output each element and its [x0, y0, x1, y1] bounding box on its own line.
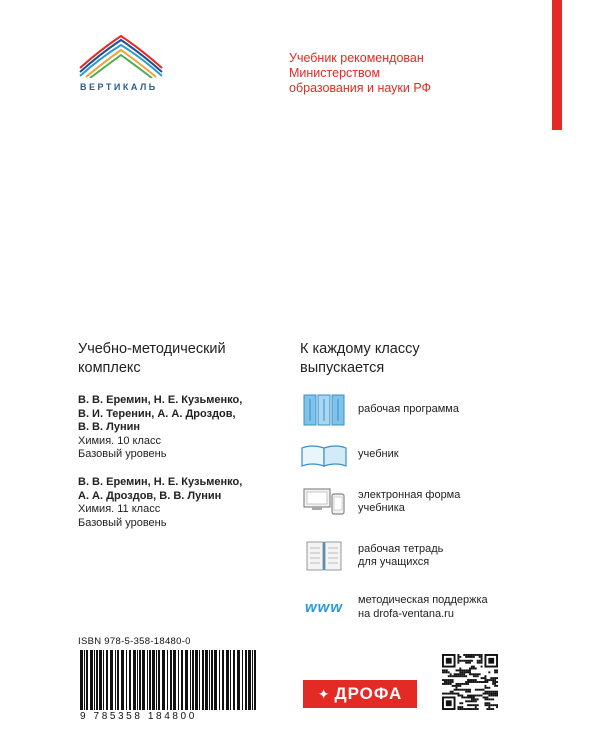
open-book-icon	[300, 442, 348, 468]
book-authors: В. В. Лунин	[78, 421, 140, 434]
barcode-icon	[78, 650, 260, 710]
released-item-line: рабочая программа	[358, 403, 459, 416]
binders-icon	[300, 393, 348, 427]
www-icon	[300, 599, 348, 616]
book-authors: В. И. Теренин, А. А. Дроздов,	[78, 407, 236, 420]
www-icon-text: www	[304, 599, 343, 616]
released-item-line: методическая поддержка	[358, 594, 488, 606]
barcode-digits: 9 785358 184800	[80, 711, 197, 722]
book-level: Базовый уровень	[78, 516, 167, 529]
vertical-logo-text: ВЕРТИКАЛЬ	[80, 82, 158, 92]
umk-section	[78, 340, 278, 544]
devices-icon	[300, 486, 348, 518]
drofa-logo	[303, 680, 417, 708]
recommendation-line: образования и науки РФ	[289, 81, 432, 95]
released-item-line: на drofa-ventana.ru	[358, 607, 454, 620]
recommendation-line: Учебник рекомендован	[289, 51, 424, 65]
released-item-label	[358, 594, 488, 621]
isbn-block	[78, 636, 260, 722]
released-item-program	[300, 393, 459, 427]
red-edge-stripe	[552, 0, 562, 130]
drofa-logo-text: ДРОФА	[334, 684, 403, 703]
released-item-eform	[300, 486, 460, 518]
released-item-label	[358, 543, 443, 570]
book-subject: Химия. 11 класс	[78, 503, 161, 516]
umk-title-line: Учебно-методический	[78, 341, 226, 357]
book-entry-10	[78, 394, 278, 462]
released-item-label	[358, 403, 459, 417]
released-item-support	[300, 594, 488, 621]
isbn-text: ISBN 978-5-358-18480-0	[78, 636, 191, 647]
book-level: Базовый уровень	[78, 448, 167, 461]
released-title-line: К каждому классу	[300, 341, 420, 357]
released-title	[300, 340, 540, 378]
released-item-line: учебник	[358, 448, 399, 461]
released-item-workbook	[300, 539, 443, 573]
released-title-line: выпускается	[300, 360, 385, 376]
book-subject: Химия. 10 класс	[78, 434, 162, 447]
released-item-line: учебника	[358, 502, 405, 514]
umk-title	[78, 340, 278, 378]
released-item-label	[358, 448, 399, 462]
recommendation-line: Министерством	[289, 66, 381, 80]
umk-title-line: комплекс	[78, 360, 141, 376]
drofa-bird-icon: ✦	[317, 685, 331, 702]
released-item-line: электронная форма	[358, 488, 461, 501]
released-section	[300, 340, 540, 620]
book-authors: А. А. Дроздов, В. В. Лунин	[78, 489, 222, 502]
qr-code-icon	[442, 654, 498, 710]
released-item-label	[358, 489, 460, 516]
released-item-textbook	[300, 442, 399, 468]
recommendation-note	[289, 51, 519, 96]
vertical-logo-icon	[76, 32, 166, 78]
released-item-line: для учащихся	[358, 556, 430, 568]
book-authors: В. В. Еремин, Н. Е. Кузьменко,	[78, 394, 243, 406]
vertical-logo	[76, 32, 172, 92]
book-authors: В. В. Еремин, Н. Е. Кузьменко,	[78, 475, 243, 488]
notebook-icon	[300, 539, 348, 573]
book-entry-11	[78, 476, 278, 530]
released-item-line: рабочая тетрадь	[358, 542, 444, 555]
